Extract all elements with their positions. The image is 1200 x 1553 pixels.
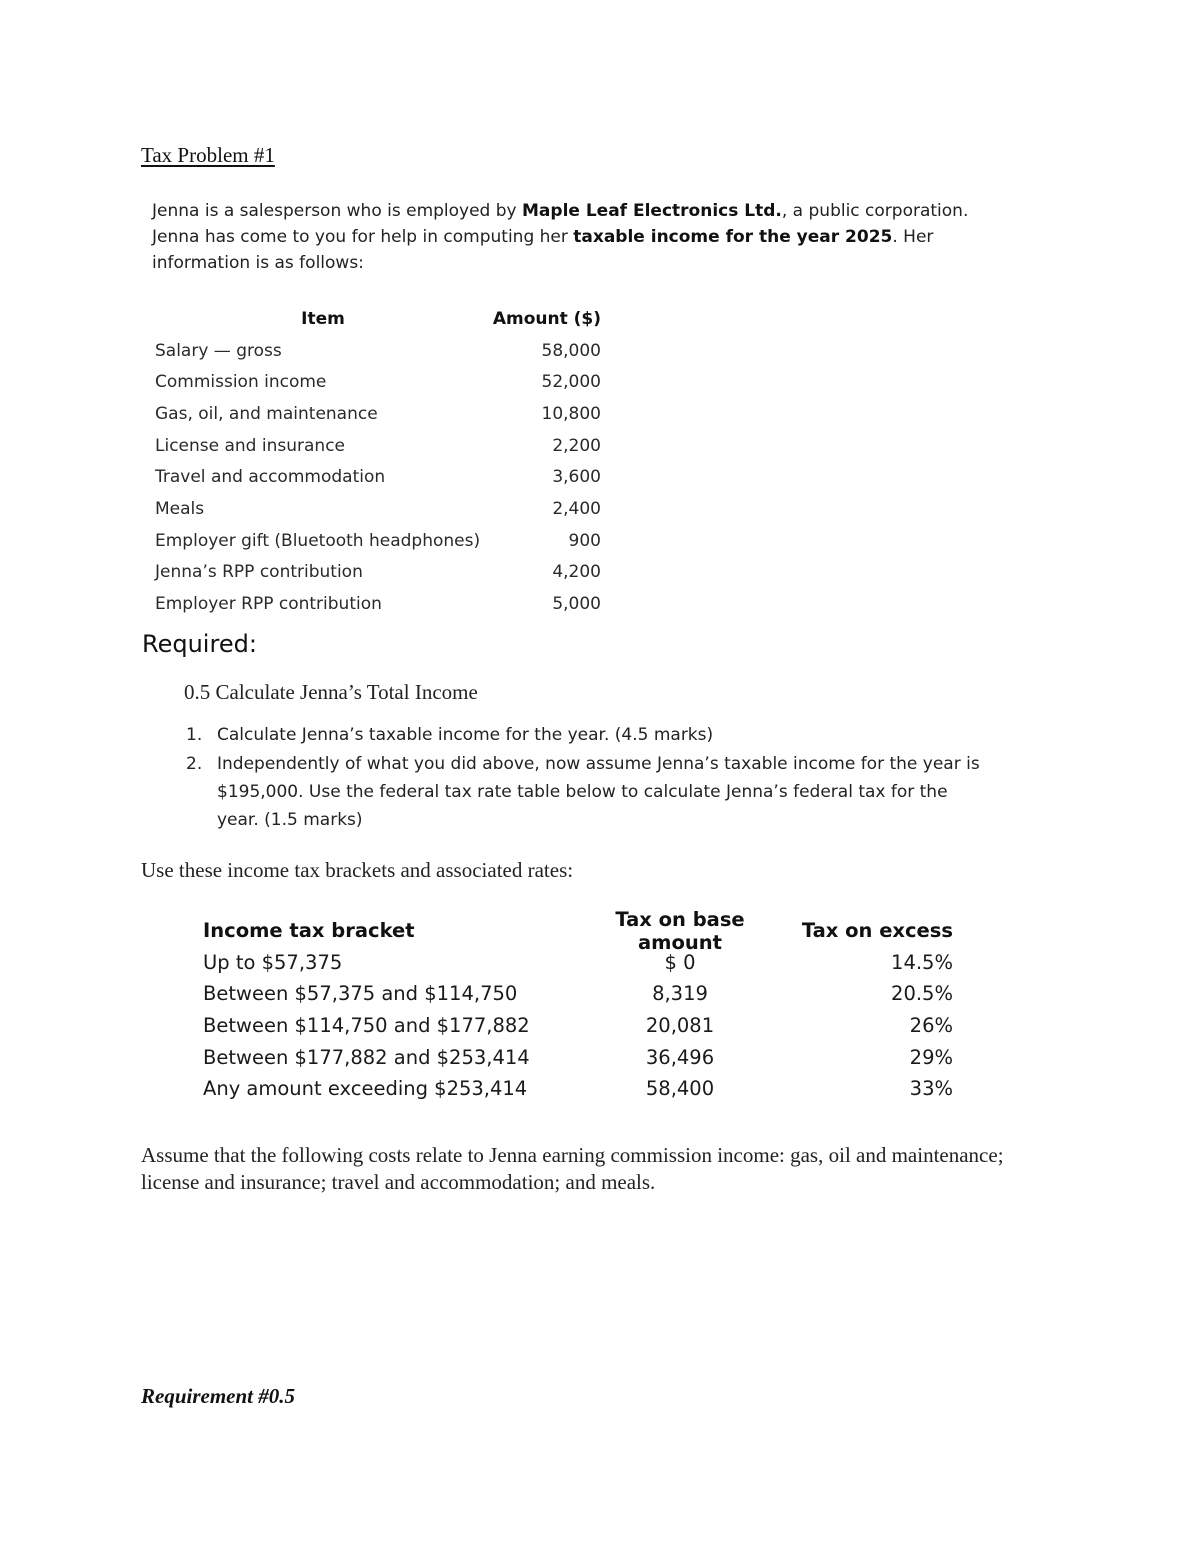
amount-column-header: Amount ($) [492,308,601,329]
table-row [155,588,601,620]
table-row [155,335,601,367]
table-row [155,525,601,557]
table-row [155,493,601,525]
bracket-cell: Up to $57,375 [203,950,343,974]
table-row [203,1073,963,1105]
intro-text-1: Jenna is a salesperson who is employed by [152,201,523,221]
items-table [155,303,601,620]
base-cell: 36,496 [645,1045,715,1069]
base-cell: 58,400 [645,1077,715,1101]
list-number: 1. [186,725,203,745]
intro-emphasis: taxable income for the year 2025 [573,227,893,247]
item-cell: Jenna’s RPP contribution [155,562,363,583]
intro-text-2: , a public corporation. Jenna has come to you for help in computing her [152,201,969,247]
excess-cell: 20.5% [891,982,953,1006]
amount-cell: 58,000 [541,340,601,361]
list-item [186,721,986,749]
required-heading: Required: [142,630,257,658]
amount-cell: 10,800 [541,403,601,424]
table-row [155,557,601,589]
list-text: Independently of what you did above, now assume Jenna’s taxable income for the year is $195,000. Use the federal tax rate table below to calculate Jenna’s federal tax for the year. (1.5 marks) [217,754,980,830]
base-cell: 20,081 [645,1014,715,1038]
item-cell: Gas, oil, and maintenance [155,403,378,424]
table-row [155,461,601,493]
document-title: Tax Problem #1 [141,143,275,167]
requirement-label: Requirement #0.5 [141,1384,296,1408]
excess-cell: 33% [909,1077,953,1101]
item-cell: Employer gift (Bluetooth headphones) [155,530,481,551]
amount-cell: 900 [568,530,601,551]
excess-cell: 26% [909,1014,953,1038]
amount-cell: 4,200 [552,562,601,583]
amount-cell: 2,400 [552,498,601,519]
brackets-table-header [203,907,963,954]
bracket-cell: Between $57,375 and $114,750 [203,982,518,1006]
table-row [203,978,963,1010]
table-row [203,947,963,979]
base-column-header: Tax on base amount [615,907,745,954]
intro-paragraph [152,198,992,276]
table-row [155,366,601,398]
amount-cell: 52,000 [541,372,601,393]
amount-cell: 2,200 [552,435,601,456]
excess-cell: 29% [909,1045,953,1069]
items-table-header [155,303,601,335]
base-cell: 8,319 [652,982,708,1006]
list-item [186,750,986,834]
list-text: Calculate Jenna’s taxable income for the year. (4.5 marks) [217,725,714,745]
item-cell: Employer RPP contribution [155,594,382,615]
assumption-note: Assume that the following costs relate to Jenna earning commission income: gas, oil and maintenance; license and insurance; travel and accommodation; and meals. [141,1143,1004,1194]
bracket-cell: Any amount exceeding $253,414 [203,1077,528,1101]
table-row [155,430,601,462]
company-name: Maple Leaf Electronics Ltd. [522,201,782,221]
table-row [155,398,601,430]
calc-total-income-task: 0.5 Calculate Jenna’s Total Income [184,680,478,704]
base-cell: $ 0 [664,950,696,974]
bracket-cell: Between $114,750 and $177,882 [203,1014,530,1038]
item-cell: Salary — gross [155,340,282,361]
amount-cell: 5,000 [552,594,601,615]
list-number: 2. [186,754,203,774]
item-cell: License and insurance [155,435,345,456]
amount-cell: 3,600 [552,467,601,488]
item-cell: Travel and accommodation [155,467,386,488]
bracket-cell: Between $177,882 and $253,414 [203,1045,530,1069]
excess-column-header: Tax on excess [801,919,953,943]
requirements-list [186,721,986,835]
item-cell: Commission income [155,372,327,393]
excess-cell: 14.5% [891,950,953,974]
item-column-header: Item [301,308,345,329]
table-row [203,1041,963,1073]
item-cell: Meals [155,498,205,519]
tax-brackets-table [203,907,963,1105]
table-row [203,1010,963,1042]
brackets-intro: Use these income tax brackets and associated rates: [141,858,574,882]
intro-text-3: . Her information is as follows: [152,227,934,273]
bracket-column-header: Income tax bracket [203,919,415,943]
